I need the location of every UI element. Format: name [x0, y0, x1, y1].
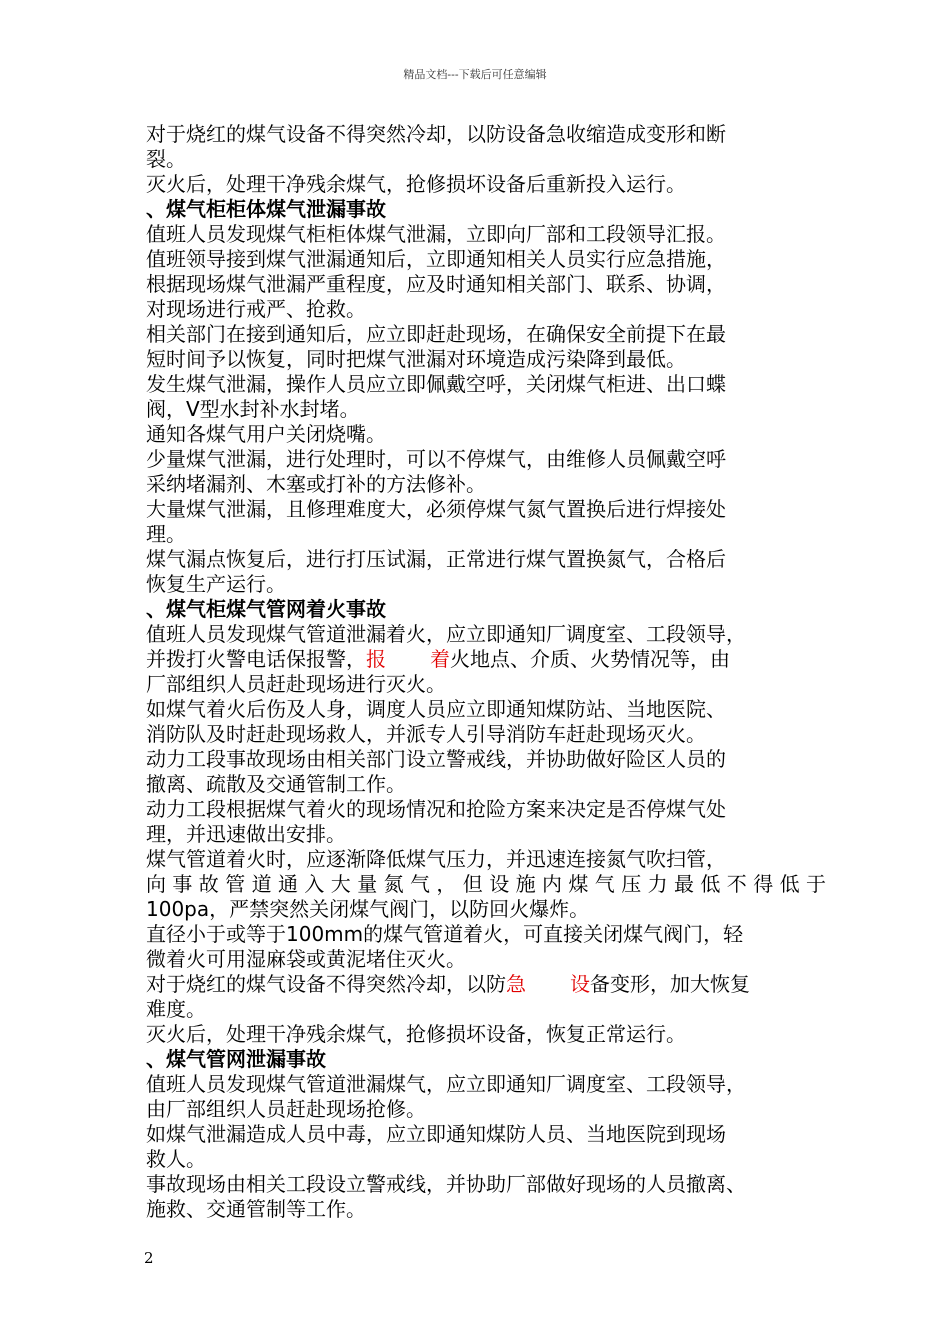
body-line: 向事故管道通入大量氮气，但设施内煤气压力最低不得低于 [146, 872, 826, 896]
highlighted-char: 设 [570, 972, 590, 996]
body-line: 消防队及时赶赴现场救人，并派专人引导消防车赶赴现场灭火。 [146, 722, 706, 746]
body-line: 施救、交通管制等工作。 [146, 1197, 366, 1221]
body-line: 动力工段事故现场由相关部门设立警戒线，并协助做好险区人员的 [146, 747, 726, 771]
body-line: 灭火后，处理干净残余煤气，抢修损坏设备后重新投入运行。 [146, 172, 686, 196]
body-line: 直径小于或等于100mm的煤气管道着火，可直接关闭煤气阀门，轻 [146, 922, 744, 946]
body-line: 理。 [146, 522, 186, 546]
body-line: 100pa，严禁突然关闭煤气阀门，以防回火爆炸。 [146, 897, 590, 921]
line-text: 火地点、介质、火势情况等，由 [450, 647, 730, 671]
body-line: 恢复生产运行。 [146, 572, 286, 596]
body-line: 裂。 [146, 147, 186, 171]
body-line: 发生煤气泄漏，操作人员应立即佩戴空呼，关闭煤气柜进、出口蝶 [146, 372, 726, 396]
body-line: 短时间予以恢复，同时把煤气泄漏对环境造成污染降到最低。 [146, 347, 686, 371]
line-text: 对于烧红的煤气设备不得突然冷却，以防 [146, 972, 506, 996]
highlighted-char: 报 [366, 647, 386, 671]
body-line: 救人。 [146, 1147, 206, 1171]
body-line: 如煤气泄漏造成人员中毒，应立即通知煤防人员、当地医院到现场 [146, 1122, 726, 1146]
body-line: 煤气管道着火时，应逐渐降低煤气压力，并迅速连接氮气吹扫管， [146, 847, 726, 871]
body-line: 微着火可用湿麻袋或黄泥堵住灭火。 [146, 947, 466, 971]
body-line: 少量煤气泄漏，进行处理时，可以不停煤气，由维修人员佩戴空呼 [146, 447, 726, 471]
line-text: 并拨打火警电话保报警， [146, 647, 366, 671]
section-heading: 、煤气柜煤气管网着火事故 [146, 597, 386, 621]
body-line: 难度。 [146, 997, 206, 1021]
body-line: 采纳堵漏剂、木塞或打补的方法修补。 [146, 472, 486, 496]
body-line: 值班人员发现煤气管道泄漏煤气，应立即通知厂调度室、工段领导， [146, 1072, 746, 1096]
body-line: 值班领导接到煤气泄漏通知后，立即通知相关人员实行应急措施， [146, 247, 726, 271]
body-line: 阀，V型水封补水封堵。 [146, 397, 360, 421]
body-line: 灭火后，处理干净残余煤气，抢修损坏设备，恢复正常运行。 [146, 1022, 686, 1046]
section-heading: 、煤气柜柜体煤气泄漏事故 [146, 197, 386, 221]
page-header: 精品文档---下载后可任意编辑 [403, 68, 547, 81]
body-line: 对现场进行戒严、抢救。 [146, 297, 366, 321]
document-body [146, 122, 826, 1222]
body-line: 通知各煤气用户关闭烧嘴。 [146, 422, 386, 446]
body-line: 大量煤气泄漏，且修理难度大，必须停煤气氮气置换后进行焊接处 [146, 497, 726, 521]
body-line: 煤气漏点恢复后，进行打压试漏，正常进行煤气置换氮气，合格后 [146, 547, 726, 571]
body-line: 撤离、疏散及交通管制工作。 [146, 772, 406, 796]
body-line: 事故现场由相关工段设立警戒线，并协助厂部做好现场的人员撤离、 [146, 1172, 746, 1196]
body-line: 动力工段根据煤气着火的现场情况和抢险方案来决定是否停煤气处 [146, 797, 726, 821]
highlighted-char: 着 [430, 647, 450, 671]
body-line: 值班人员发现煤气柜柜体煤气泄漏，立即向厂部和工段领导汇报。 [146, 222, 726, 246]
body-line: 由厂部组织人员赶赴现场抢修。 [146, 1097, 426, 1121]
body-line-highlighted [146, 647, 826, 672]
body-line: 相关部门在接到通知后，应立即赶赴现场，在确保安全前提下在最 [146, 322, 726, 346]
body-line: 对于烧红的煤气设备不得突然冷却，以防设备急收缩造成变形和断 [146, 122, 726, 146]
body-line: 理，并迅速做出安排。 [146, 822, 346, 846]
body-line: 根据现场煤气泄漏严重程度，应及时通知相关部门、联系、协调， [146, 272, 726, 296]
page-number: 2 [144, 1249, 154, 1267]
body-line: 如煤气着火后伤及人身，调度人员应立即通知煤防站、当地医院、 [146, 697, 726, 721]
highlighted-char: 急 [506, 972, 526, 996]
section-heading: 、煤气管网泄漏事故 [146, 1047, 326, 1071]
body-line: 值班人员发现煤气管道泄漏着火，应立即通知厂调度室、工段领导， [146, 622, 746, 646]
body-line: 厂部组织人员赶赴现场进行灭火。 [146, 672, 446, 696]
line-text: 备变形，加大恢复 [590, 972, 750, 996]
body-line-highlighted [146, 972, 826, 997]
